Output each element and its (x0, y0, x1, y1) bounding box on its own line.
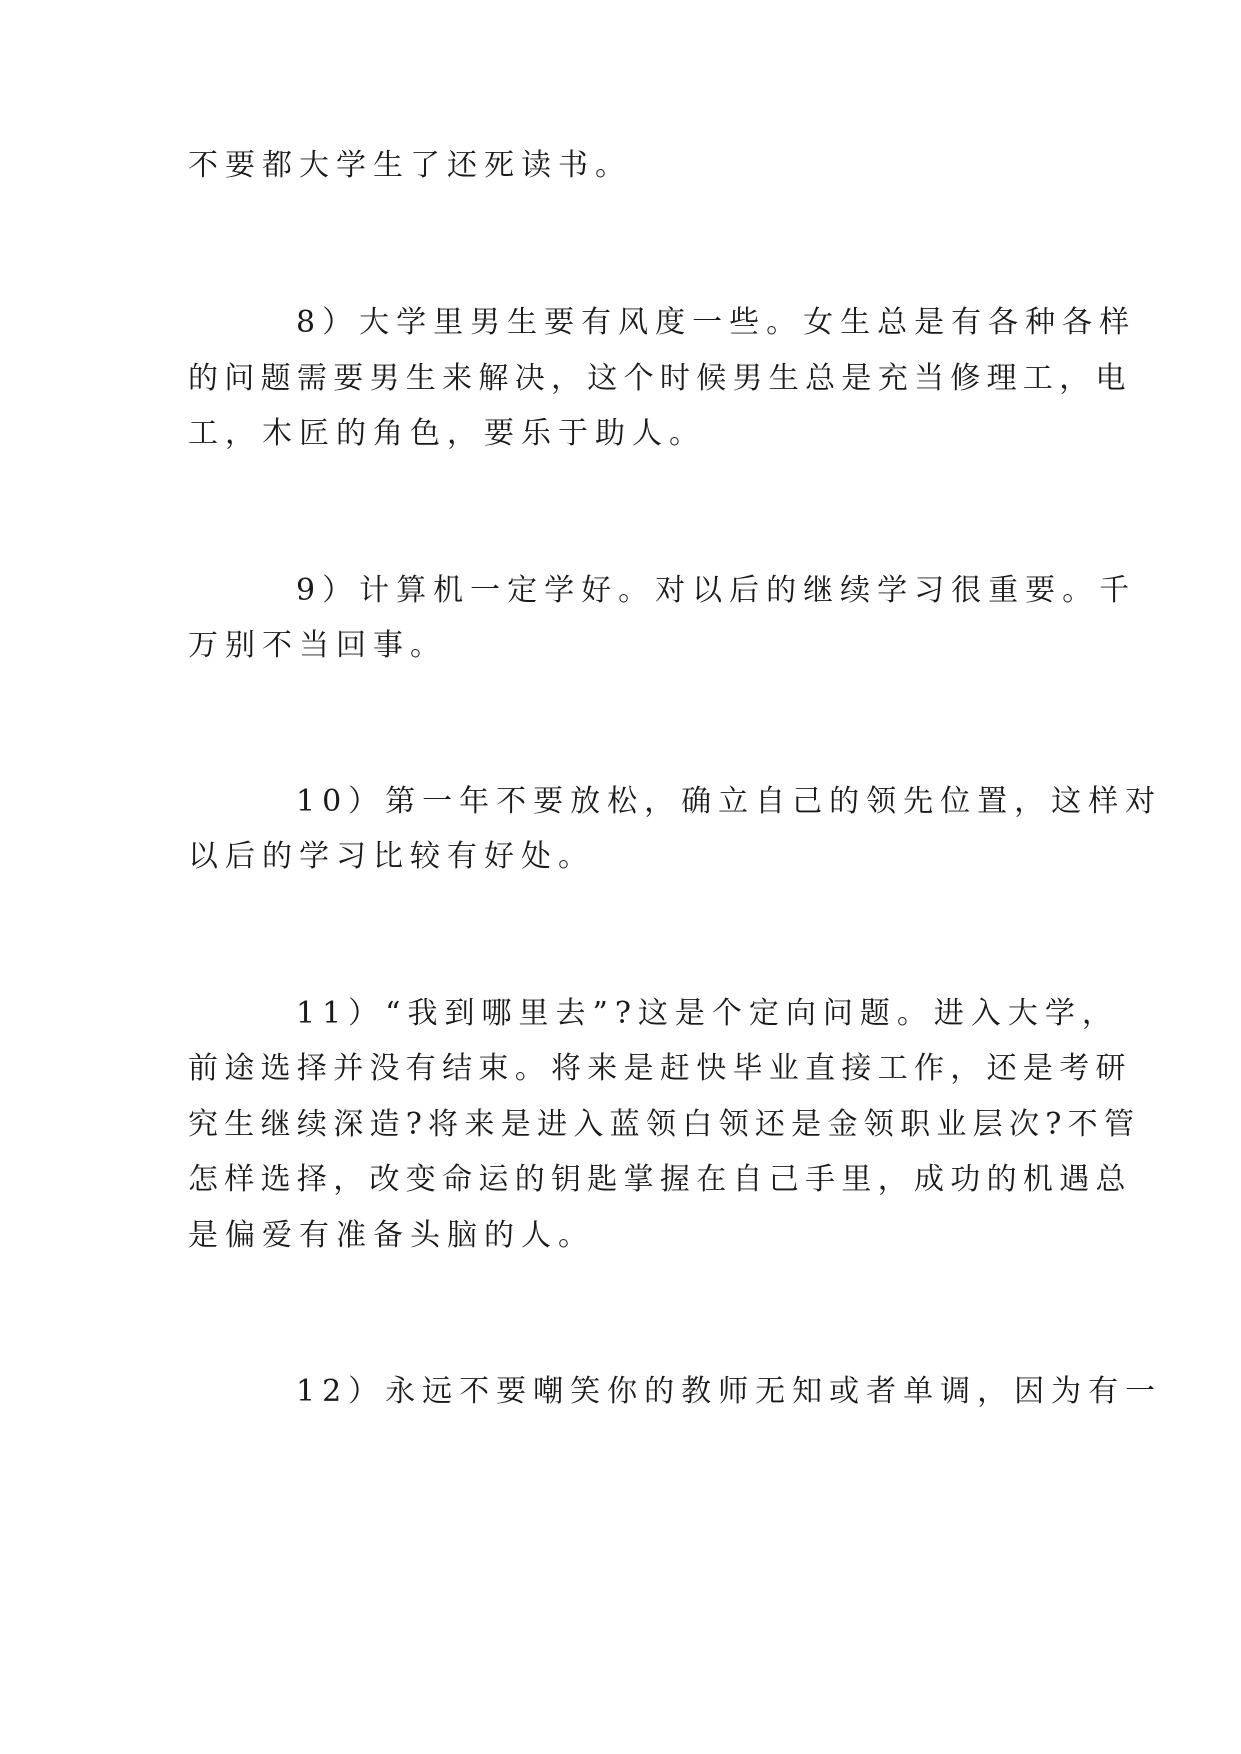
text-line: 怎样选择，改变命运的钥匙掌握在自己手里，成功的机遇总 (188, 1162, 1132, 1197)
text-line: 是偏爱有准备头脑的人。 (188, 1218, 595, 1253)
text-line: 究生继续深造?将来是进入蓝领白领还是金领职业层次?不管 (188, 1107, 1141, 1142)
text-line: 不要都大学生了还死读书。 (188, 148, 632, 183)
text-line: 12）永远不要嘲笑你的教师无知或者单调，因为有一 (296, 1374, 1163, 1409)
text-line: 工，木匠的角色，要乐于助人。 (188, 416, 706, 451)
text-line: 8）大学里男生要有风度一些。女生总是有各种各样 (296, 305, 1137, 340)
text-line: 以后的学习比较有好处。 (188, 839, 595, 874)
text-line: 10）第一年不要放松，确立自己的领先位置，这样对 (296, 784, 1163, 819)
text-line: 万别不当回事。 (188, 628, 447, 663)
text-line: 11）“我到哪里去”?这是个定向问题。进入大学， (296, 996, 1119, 1031)
text-line: 前途选择并没有结束。将来是赶快毕业直接工作，还是考研 (188, 1051, 1132, 1086)
text-line: 的问题需要男生来解决，这个时候男生总是充当修理工，电 (188, 361, 1132, 396)
text-line: 9）计算机一定学好。对以后的继续学习很重要。千 (296, 573, 1137, 608)
